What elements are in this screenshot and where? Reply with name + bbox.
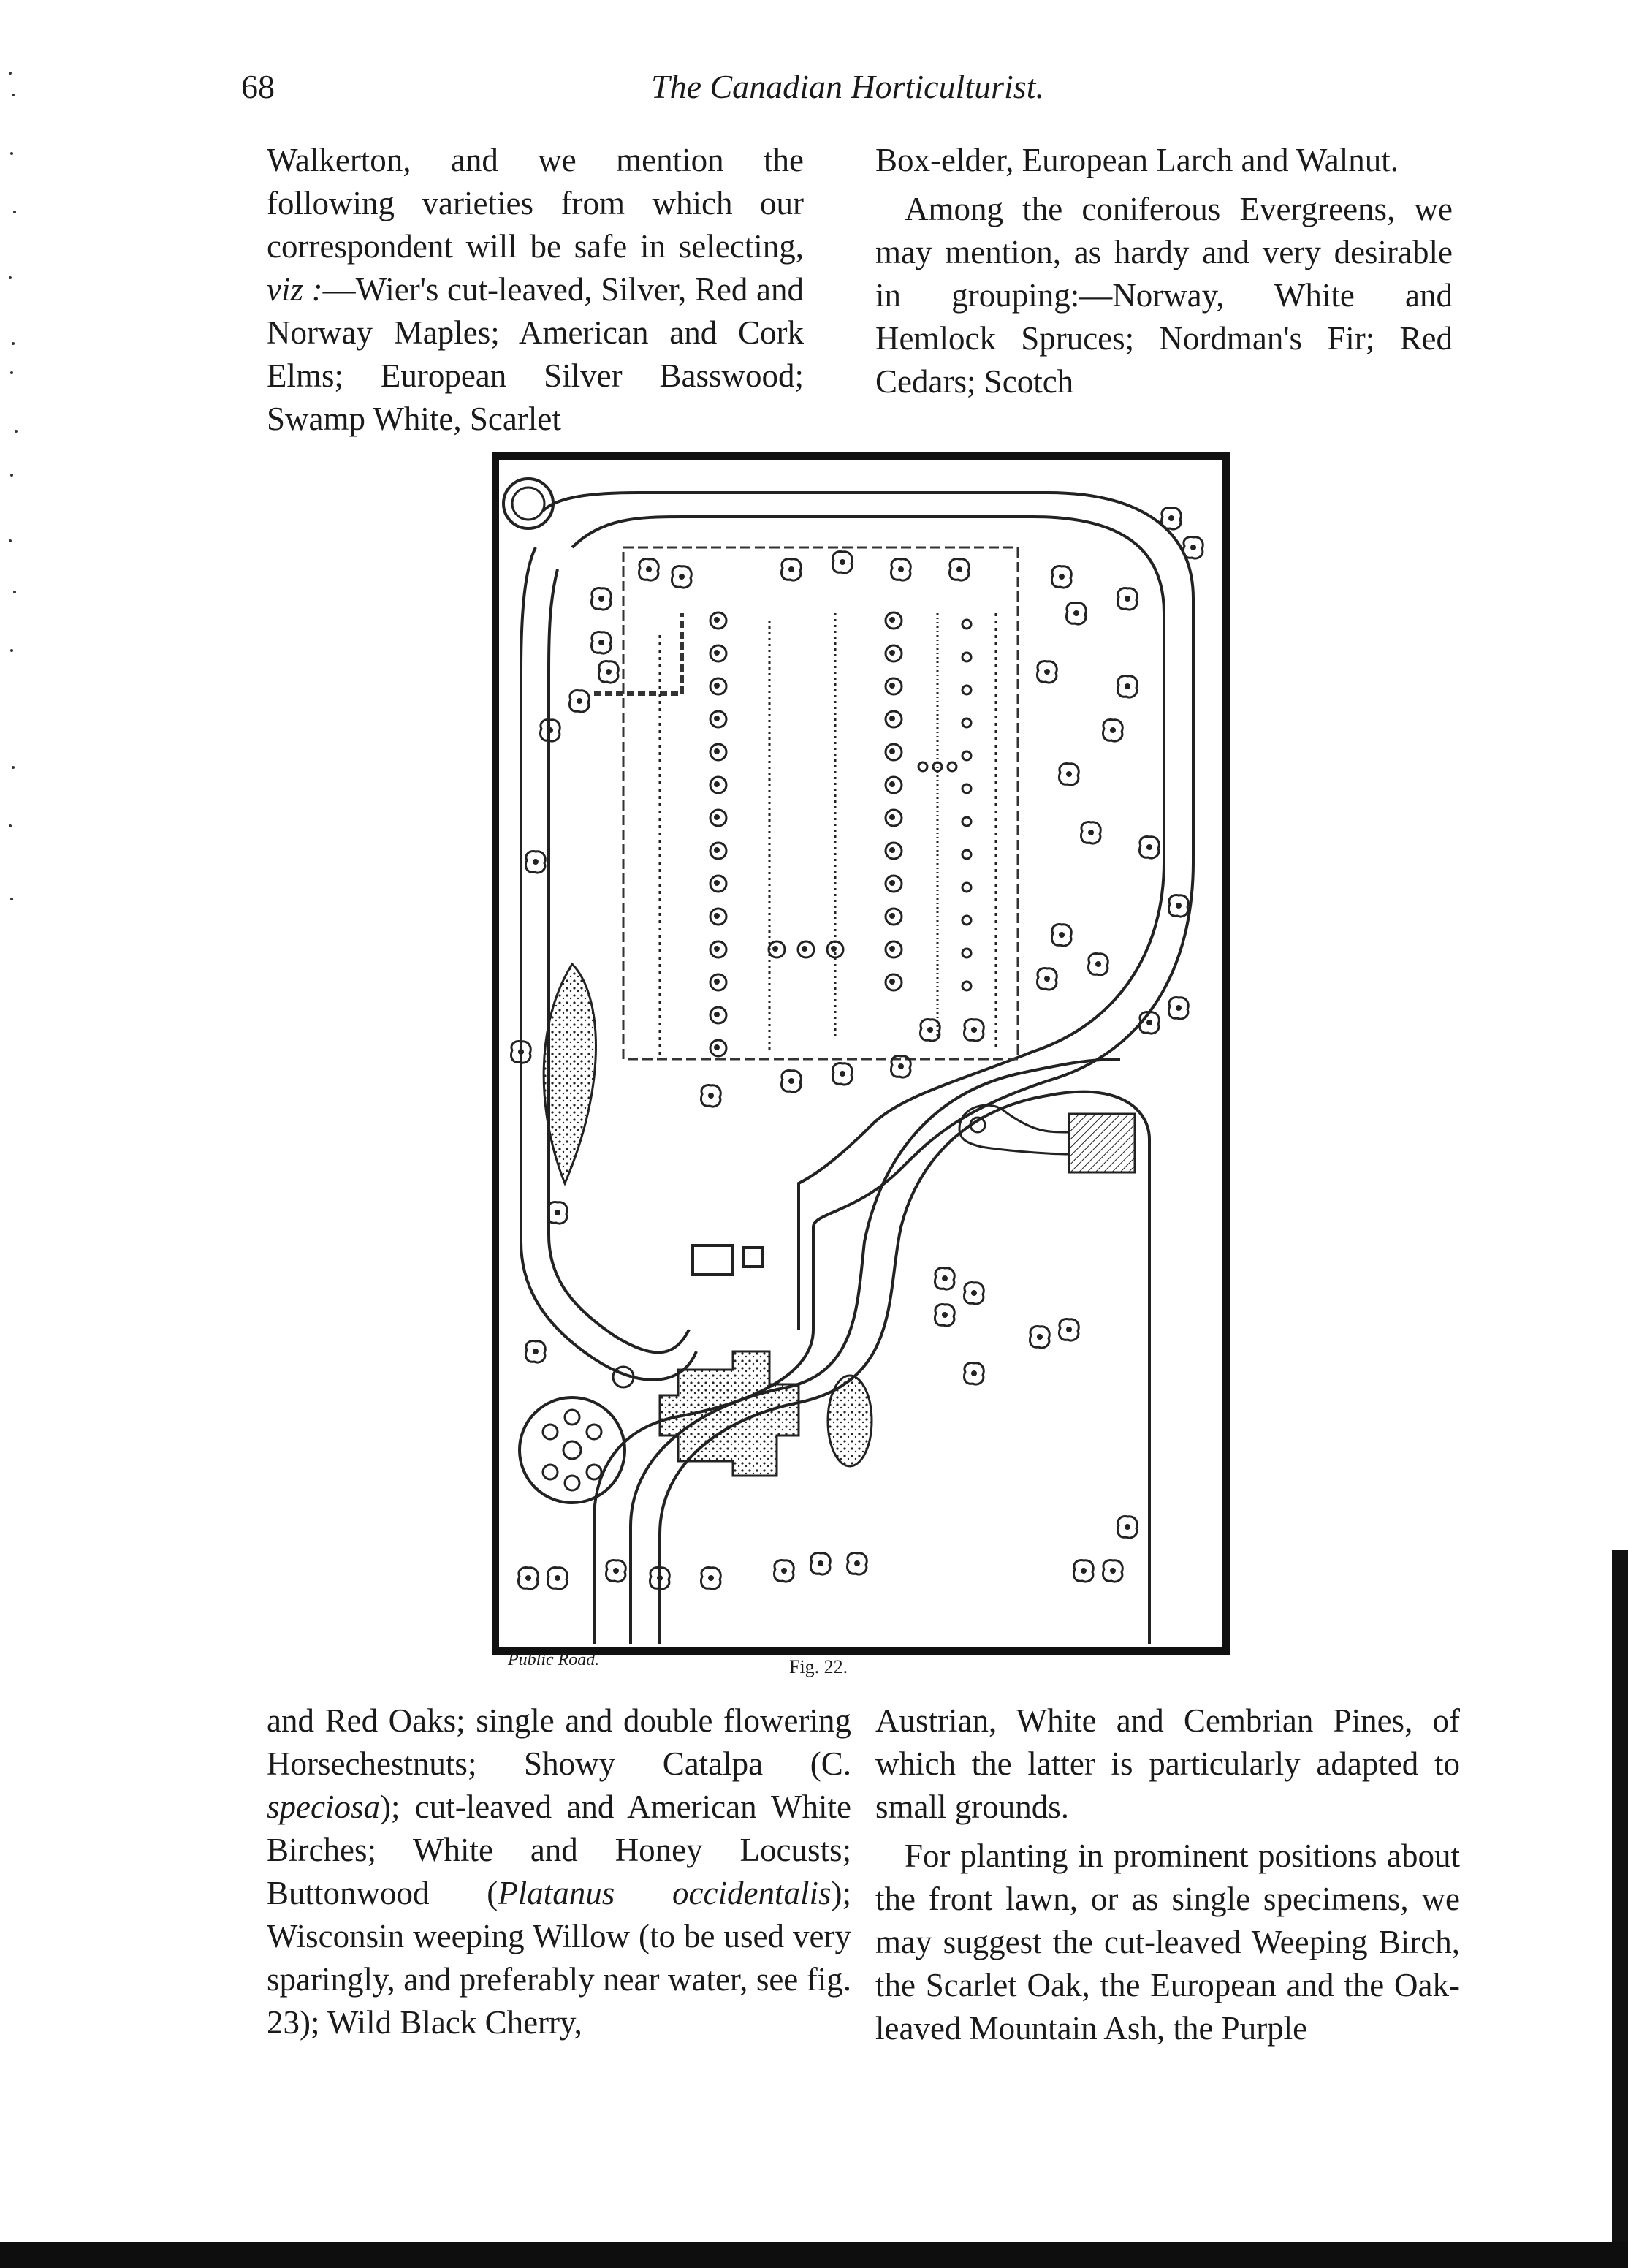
text-column-top-left [267,139,804,441]
round-flower-bed [520,1397,625,1503]
text-column-bottom-right [875,1699,1460,2050]
page-number: 68 [241,68,275,105]
paragraph: Among the coniferous Evergreens, we may mention, as hardy and very desirable in grouping:—Norway, White and Hemlock Spruces; Nordman's Fir; Red Cedars; Scotch [875,191,1453,400]
flower-bed-left [544,964,596,1183]
text-column-top-right [875,139,1453,403]
scan-edge-bottom [0,2242,1628,2268]
paragraph: Box-elder, European Larch and Walnut. [875,142,1399,178]
plan-border [495,456,1226,1651]
drive-outer [543,493,1193,1644]
drive-left-inner [549,569,689,1352]
fruit-tree-rows [710,612,902,1056]
scan-margin-marks [3,66,25,1016]
outbuilding [693,1245,733,1275]
turning-circle [959,1105,1069,1154]
flower-bed-center [828,1376,872,1466]
figure-caption: Fig. 22. [789,1656,848,1677]
text-column-bottom-left [267,1699,851,2044]
garden-plan-figure [492,452,1230,1655]
scan-edge-right [1612,1550,1628,2251]
stable [1069,1114,1135,1172]
paragraph: and Red Oaks; single and double flowering Horsechestnuts; Showy Catalpa (C. speciosa); cut-leaved and American White Birches; White and Honey Locusts; Buttonwood (Platanus occidentalis); Wisconsin weeping Willow (to be used very sparingly, and preferably near water, see fig. 23); Wild Black Cherry, [267,1702,851,2041]
road-label: Public Road. [508,1650,600,1669]
page-header [241,67,1454,118]
garden-plan-drawing [492,452,1230,1655]
running-title: The Canadian Horticulturist. [651,68,1044,105]
house [660,1351,799,1476]
round-bed-top [503,479,553,528]
paragraph: For planting in prominent positions about the front lawn, or as single specimens, we may suggest the cut-leaved Weeping Birch, the Scarlet Oak, the European and the Oak-leaved Mountain Ash, the Purple [875,1837,1460,2047]
paragraph: Austrian, White and Cembrian Pines, of which the latter is particularly adapted to small grounds. [875,1702,1460,1825]
paragraph: Walkerton, and we mention the following varieties from which our correspondent will be safe in selecting, viz :—Wier's cut-leaved, Silver, Red and Norway Maples; American and Cork Elms; European Silver Basswood; Swamp White, Scarlet [267,142,804,437]
hedge-rows [660,613,996,1059]
